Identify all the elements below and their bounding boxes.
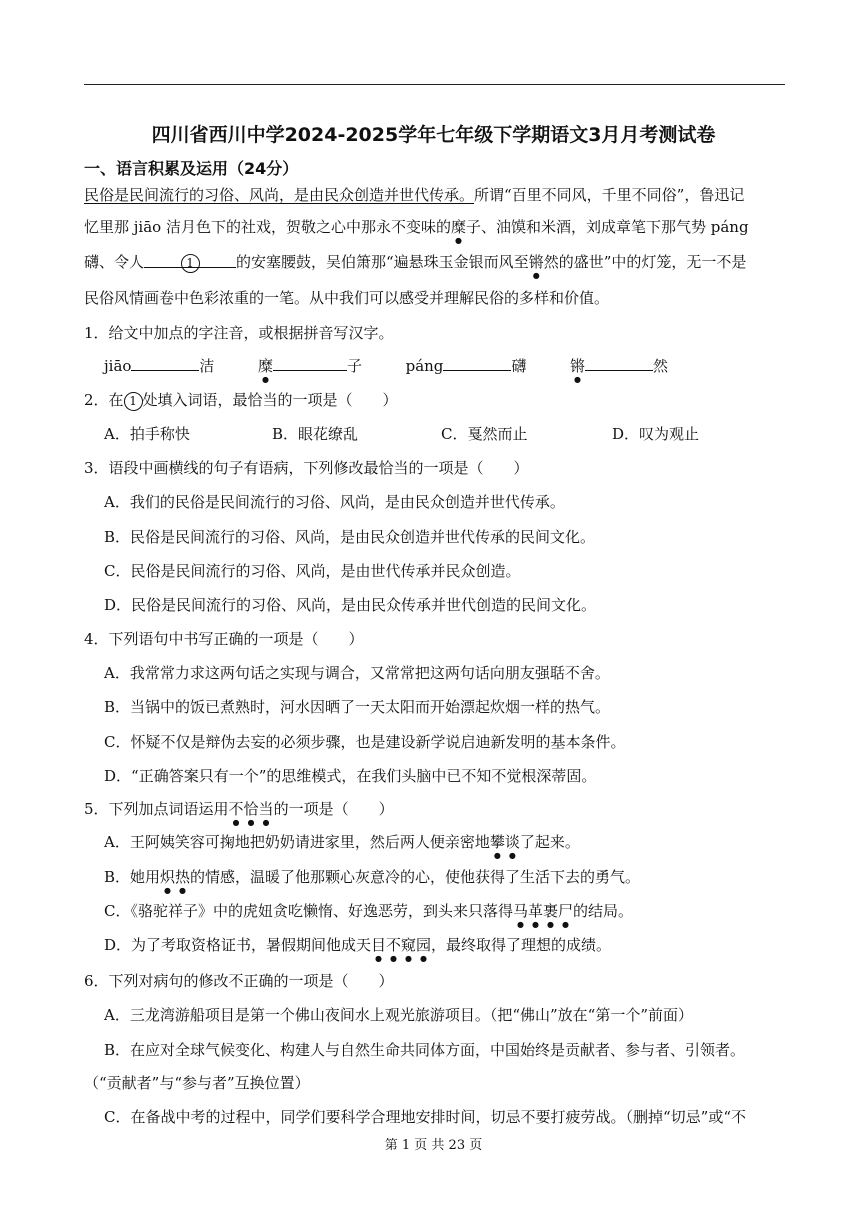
option-text: C．《骆驼祥子》中的虎妞贪吃懒惰、好逸恶劳，到头来只落得 [104, 902, 513, 920]
answer-blank[interactable] [131, 354, 199, 371]
passage-line-2 [84, 216, 749, 245]
q6-option-b[interactable]: B．在应对全球气候变化、构建人与自然生命共同体方面，中国始终是贡献者、参与者、引领者。 [104, 1041, 746, 1059]
q3-option-a[interactable]: A．我们的民俗是民间流行的习俗、风尚，是由民众创造并世代传承。 [104, 493, 565, 511]
dotted-char: 糜 [450, 218, 466, 236]
section-heading: 一、语言积累及运用（24分） [84, 159, 299, 178]
q4-option-b[interactable]: B．当锅中的饭已煮熟时，河水因晒了一天太阳而开始漂起炊烟一样的热气。 [104, 698, 611, 716]
q6-option-a[interactable]: A．三龙湾游船项目是第一个佛山夜间水上观光旅游项目。（把“佛山”放在“第一个”前面） [104, 1006, 694, 1024]
q5-option-d[interactable] [104, 934, 611, 963]
page-footer: 第 1 页 共 23 页 [384, 1138, 483, 1153]
q5-text: 5．下列加点词语运用 [84, 800, 229, 818]
option-text: 了起来。 [519, 833, 580, 851]
q5-text: 的一项是（ ） [273, 800, 394, 818]
option-text: 的情感，温暖了他那颗心灰意冷的心，使他获得了生活下去的勇气。 [190, 868, 641, 886]
char-text: 洁 [199, 357, 215, 375]
char-text: 礴 [511, 357, 527, 375]
passage-text: 礴、令人 [84, 253, 145, 271]
char-text: 子 [347, 357, 363, 375]
dotted-word: 不恰当 [228, 800, 274, 818]
passage-line-3 [84, 251, 746, 280]
q2-text: 处填入词语，最恰当的一项是（ ） [142, 391, 398, 409]
q1-items [104, 354, 668, 384]
header-rule [84, 84, 785, 85]
q3-option-c[interactable]: C．民俗是民间流行的习俗、风尚，是由世代传承并民众创造。 [104, 562, 521, 580]
passage-line-1 [84, 184, 744, 206]
q4-stem: 4．下列语句中书写正确的一项是（ ） [84, 630, 364, 648]
option-text: B．她用 [104, 868, 161, 886]
dotted-word: 马革裹尸 [512, 902, 573, 920]
dotted-char: 锵 [528, 253, 544, 271]
q6-option-b-note: （“贡献者”与“参与者”互换位置） [84, 1074, 310, 1092]
q4-option-c[interactable]: C．怀疑不仅是辩伪去妄的必须步骤，也是建设新学说启迪新发明的基本条件。 [104, 733, 626, 751]
dotted-word: 目不窥园 [371, 936, 432, 954]
q3-option-b[interactable]: B．民俗是民间流行的习俗、风尚，是由民众创造并世代传承的民间文化。 [104, 528, 596, 546]
answer-blank[interactable] [443, 354, 511, 371]
underlined-sentence: 民俗是民间流行的习俗、风尚，是由民众创造并世代传承。 [84, 186, 475, 204]
dotted-word: 炽热 [160, 868, 191, 886]
q2-option-d[interactable]: D．叹为观止 [612, 425, 700, 443]
q1-stem: 1．给文中加点的字注音，或根据拼音写汉字。 [84, 324, 394, 342]
dotted-char: 糜 [258, 357, 274, 375]
pinyin-text: jiāo [104, 357, 132, 375]
q5-stem [84, 798, 394, 827]
option-text: D．为了考取资格证书，暑假期间他成天 [104, 936, 372, 954]
q4-option-d[interactable]: D．“正确答案只有一个”的思维模式，在我们头脑中已不知不觉根深蒂固。 [104, 767, 597, 785]
q5-option-a[interactable] [104, 831, 580, 860]
q3-option-d[interactable]: D．民俗是民间流行的习俗、风尚，是由民众传承并世代创造的民间文化。 [104, 596, 597, 614]
q5-option-b[interactable] [104, 866, 640, 895]
option-text: A．王阿姨笑容可掬地把奶奶请进家里，然后两人便亲密地 [104, 833, 490, 851]
q2-option-b[interactable]: B．眼花缭乱 [272, 425, 359, 443]
dotted-char: 锵 [569, 357, 585, 375]
answer-blank[interactable] [273, 354, 347, 371]
passage-text: 忆里那 jiāo 洁月色下的社戏，贺敬之心中那永不变味的 [84, 218, 451, 236]
fill-blank-1[interactable] [144, 251, 236, 268]
q3-stem: 3．语段中画横线的句子有语病，下列修改最恰当的一项是（ ） [84, 459, 529, 477]
q6-stem: 6．下列对病句的修改不正确的一项是（ ） [84, 972, 394, 990]
passage-text: 的安塞腰鼓，吴伯箫那“遍悬珠玉金银而风至 [236, 253, 529, 271]
q2-option-a[interactable]: A．拍手称快 [104, 425, 190, 443]
q6-option-c[interactable]: C．在备战中考的过程中，同学们要科学合理地安排时间，切忌不要打疲劳战。（删掉“切忌”或“不 [104, 1108, 746, 1126]
passage-text: 所谓“百里不同风，千里不同俗”，鲁迅记 [474, 186, 745, 204]
dotted-word: 攀谈 [489, 833, 520, 851]
answer-blank[interactable] [585, 354, 653, 371]
option-text: ，最终取得了理想的成绩。 [431, 936, 612, 954]
option-text: 的结局。 [573, 902, 634, 920]
passage-text: 子、油馍和米酒，刘成章笔下那气势 páng [465, 218, 749, 236]
circled-number: 1 [124, 392, 143, 411]
exam-title: 四川省西川中学2024-2025学年七年级下学期语文3月月考测试卷 [151, 124, 716, 146]
passage-line-4: 民俗风情画卷中色彩浓重的一笔。从中我们可以感受并理解民俗的多样和价值。 [84, 289, 610, 307]
q4-option-a[interactable]: A．我常常力求这两句话之实现与调合，又常常把这两句话向朋友强聒不舍。 [104, 664, 610, 682]
q5-option-c[interactable] [104, 900, 633, 929]
q2-option-c[interactable]: C．戛然而止 [441, 425, 528, 443]
q2-stem [84, 389, 398, 411]
passage-text: 然的盛世”中的灯笼，无一不是 [543, 253, 747, 271]
pinyin-text: páng [405, 357, 444, 375]
char-text: 然 [653, 357, 669, 375]
q2-text: 2．在 [84, 391, 124, 409]
circled-number: 1 [181, 254, 200, 273]
